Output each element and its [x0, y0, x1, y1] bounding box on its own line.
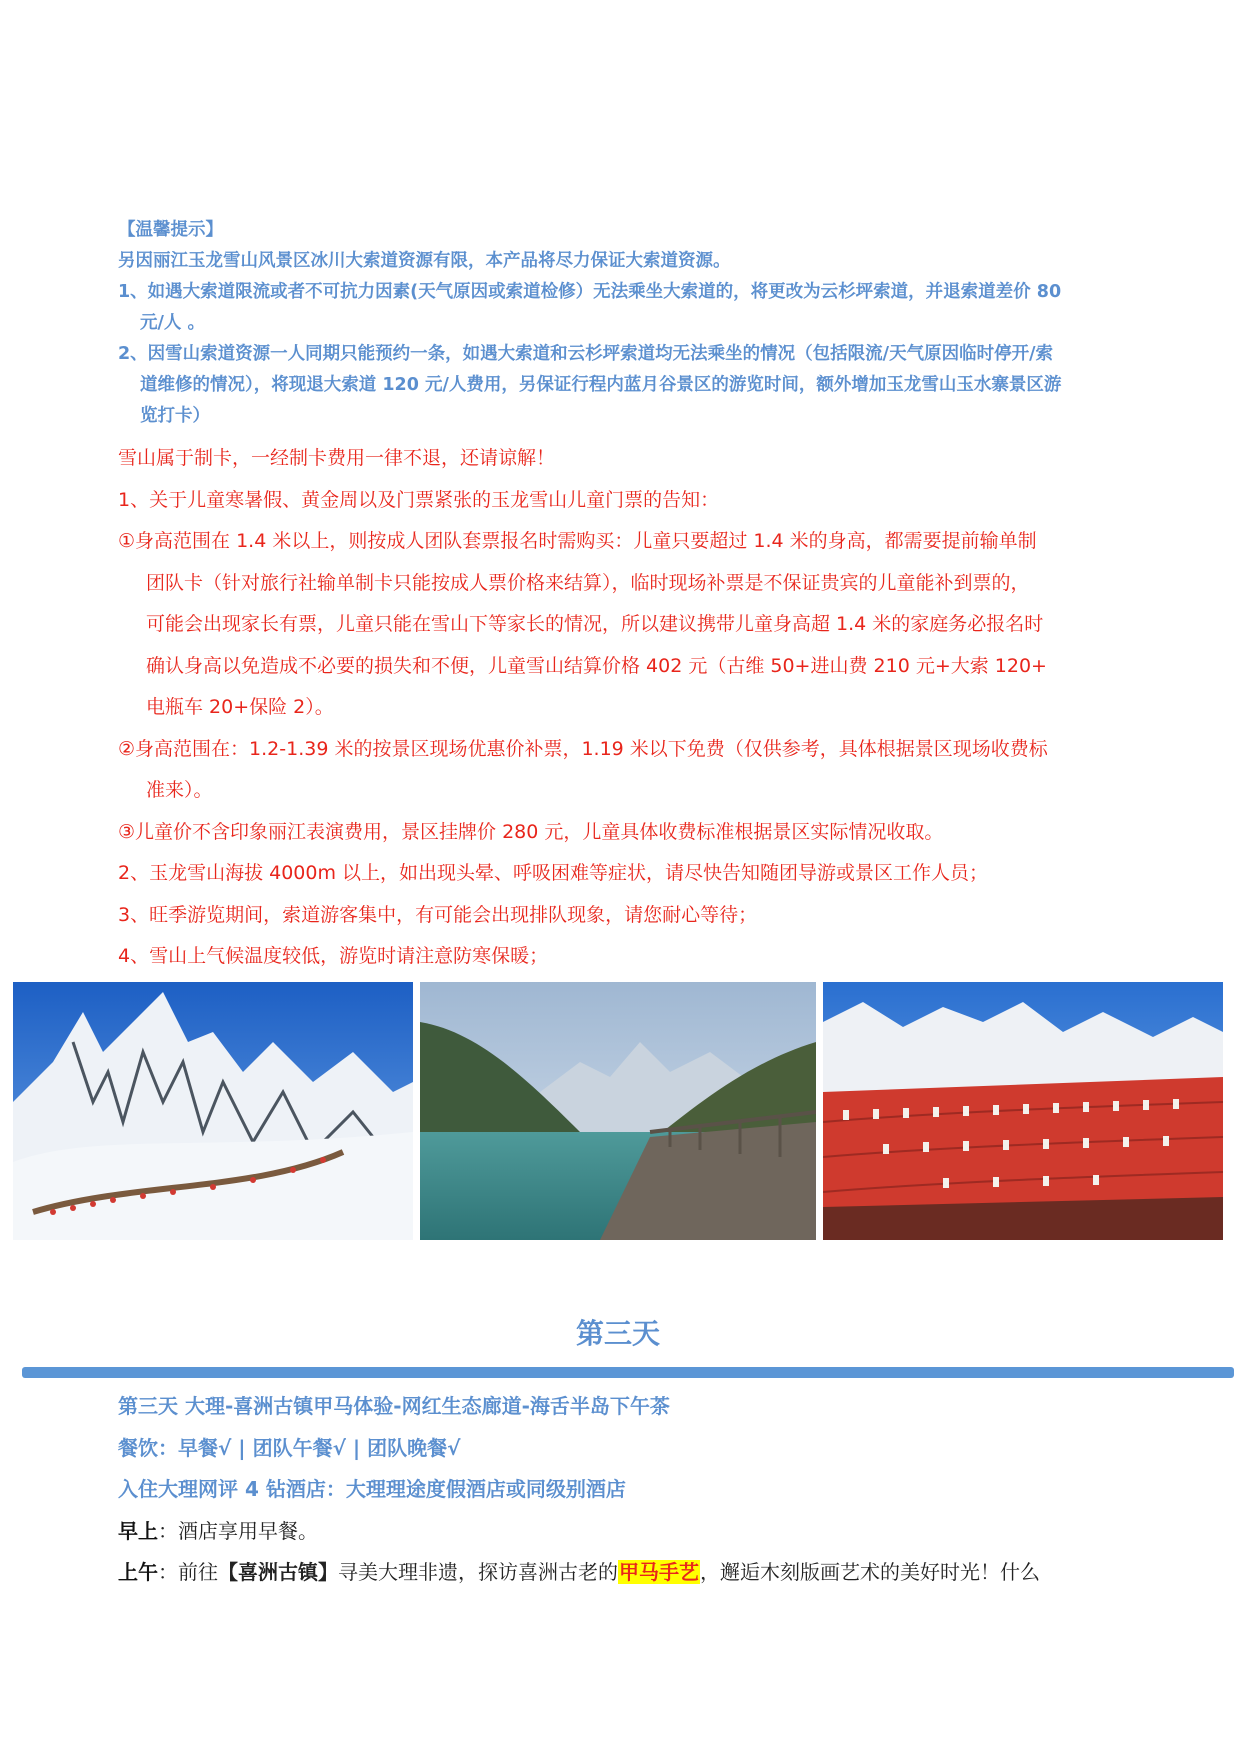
notice-n3: 3、旺季游览期间，索道游客集中，有可能会出现排队现象，请您耐心等待； [118, 903, 758, 926]
morning-label: 早上 [118, 1518, 158, 1543]
notice-n2: 2、玉龙雪山海拔 4000m 以上，如出现头晕、呼吸困难等症状，请尽快告知随团导游或景区工作人员； [118, 862, 989, 884]
notice-n4: 4、雪山上气候温度较低，游览时请注意防寒保暖； [118, 945, 549, 967]
am-text-1: ：前往 [158, 1560, 218, 1584]
notice-card: 雪山属于制卡，一经制卡费用一律不退，还请谅解！ [118, 447, 556, 469]
notice-c1-line-2: 团队卡（针对旅行社输单制卡只能按成人票价格来结算），临时现场补票是不保证贵宾的儿童能补到票的， [146, 571, 1030, 594]
notice-c2-line-1: ②身高范围在：1.2-1.39 米的按景区现场优惠价补票，1.19 米以下免费（仅供参考，具体根据景区现场收费标 [118, 737, 1048, 760]
notice-c1-line-3: 可能会出现家长有票，儿童只能在雪山下等家长的情况，所以建议携带儿童身高超 1.4 米的家庭务必报名时 [146, 613, 1044, 635]
am-text-2: 寻美大理非遗，探访喜洲古老的 [338, 1560, 618, 1584]
am-highlight: 甲马手艺 [619, 1560, 699, 1584]
notice-block [118, 438, 1118, 978]
notice-c2-line-2: 准来）。 [146, 779, 213, 801]
day-info [118, 1386, 1128, 1594]
tips-heading: 【温馨提示】 [118, 220, 223, 240]
notice-child-title: 1、关于儿童寒暑假、黄金周以及门票紧张的玉龙雪山儿童门票的告知： [118, 488, 720, 511]
tips-item-1-line-2: 元/人 。 [140, 313, 205, 333]
day-title: 第三天 [575, 1317, 660, 1350]
notice-c3: ③儿童价不含印象丽江表演费用，景区挂牌价 280 元，儿童具体收费标准根据景区实际情况收取。 [118, 820, 944, 843]
day-divider-bar [22, 1367, 1234, 1378]
am-label: 上午 [118, 1560, 158, 1584]
tips-item-2-line-3: 览打卡） [140, 406, 210, 426]
am-bold: 【喜洲古镇】 [218, 1560, 338, 1584]
photo-snow-mountain [13, 982, 413, 1240]
tips-item-1-line-1: 1、如遇大索道限流或者不可抗力因素(天气原因或索道检修）无法乘坐大索道的，将更改为云杉坪索道，并退索道差价 80 [118, 282, 1062, 302]
notice-c1-line-5: 电瓶车 20+保险 2）。 [146, 696, 334, 718]
morning-line [118, 1511, 1128, 1553]
photo-blue-moon-valley [420, 982, 816, 1240]
tips-block [118, 215, 1118, 432]
am-line [118, 1552, 1128, 1594]
day-route: 第三天 大理-喜洲古镇甲马体验-网红生态廊道-海舌半岛下午茶 [118, 1394, 670, 1418]
tips-item-2-line-2: 道维修的情况），将现退大索道 120 元/人费用，另保证行程内蓝月谷景区的游览时间，额外增加玉龙雪山玉水寨景区游 [140, 375, 1062, 395]
photo-impression-lijiang [823, 982, 1223, 1240]
morning-text: ：酒店享用早餐。 [158, 1518, 318, 1543]
day-hotel: 入住大理网评 4 钻酒店：大理理途度假酒店或同级别酒店 [118, 1477, 626, 1501]
tips-item-2-line-1: 2、因雪山索道资源一人同期只能预约一条，如遇大索道和云杉坪索道均无法乘坐的情况（包括限流/天气原因临时停开/索 [118, 344, 1053, 364]
notice-c1-line-1: ①身高范围在 1.4 米以上，则按成人团队套票报名时需购买：儿童只要超过 1.4 米的身高，都需要提前输单制 [118, 530, 1037, 552]
am-text-3: ，邂逅木刻版画艺术的美好时光！什么 [700, 1560, 1040, 1584]
day-meals: 餐饮：早餐√ | 团队午餐√ | 团队晚餐√ [118, 1435, 461, 1460]
tips-intro: 另因丽江玉龙雪山风景区冰川大索道资源有限，本产品将尽力保证大索道资源。 [118, 251, 731, 271]
notice-c1-line-4: 确认身高以免造成不必要的损失和不便，儿童雪山结算价格 402 元（古维 50+进山费 210 元+大索 120+ [146, 654, 1047, 677]
